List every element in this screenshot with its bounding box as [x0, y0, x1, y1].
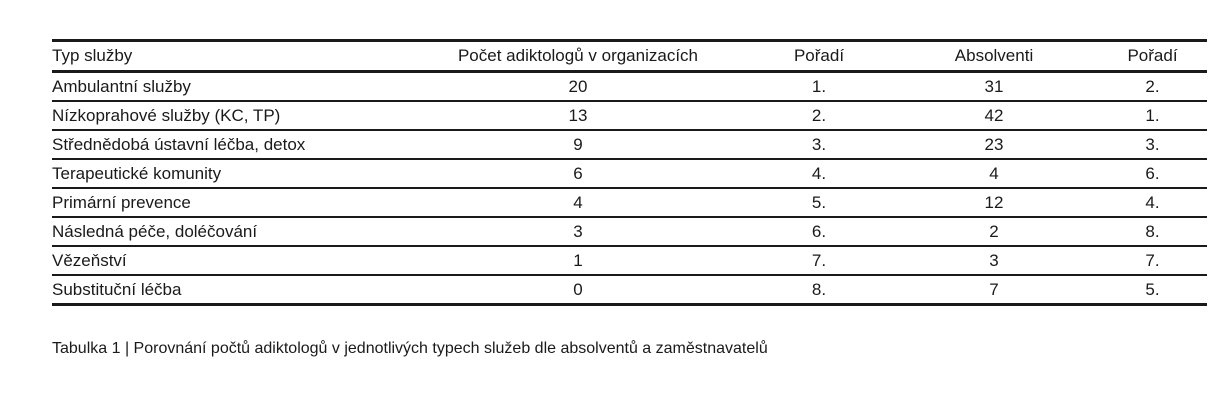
services-table: [52, 39, 1207, 306]
cell-service-type: Vězeňství: [52, 250, 127, 270]
cell-addictologists-count: 6: [573, 163, 583, 183]
cell-service-type: Nízkoprahové služby (KC, TP): [52, 105, 281, 125]
cell-addictologists-count: 1: [573, 250, 583, 270]
cell-rank-graduates: 3.: [1145, 134, 1160, 154]
cell-graduates: 23: [984, 134, 1004, 154]
table-header-row: [52, 41, 1207, 72]
cell-graduates: 4: [989, 163, 999, 183]
cell-graduates: 3: [989, 250, 999, 270]
cell-addictologists-count: 4: [573, 192, 583, 212]
cell-service-type: Následná péče, doléčování: [52, 221, 258, 241]
cell-service-type: Terapeutické komunity: [52, 163, 222, 183]
header-rank-graduates: Pořadí: [1127, 46, 1178, 65]
data-table-container: [52, 39, 1187, 306]
cell-service-type: Primární prevence: [52, 192, 191, 212]
cell-rank-organizations: 8.: [811, 279, 827, 299]
cell-graduates: 2: [989, 221, 999, 241]
cell-rank-graduates: 8.: [1145, 221, 1160, 241]
cell-addictologists-count: 9: [573, 134, 583, 154]
cell-service-type: Střednědobá ústavní léčba, detox: [52, 134, 306, 154]
table-row: [52, 246, 1207, 275]
table-row: [52, 130, 1207, 159]
header-graduates: Absolventi: [954, 46, 1034, 65]
cell-graduates: 12: [984, 192, 1004, 212]
cell-addictologists-count: 13: [568, 105, 588, 125]
cell-rank-organizations: 7.: [811, 250, 827, 270]
cell-rank-graduates: 5.: [1145, 279, 1160, 299]
cell-service-type: Ambulantní služby: [52, 76, 191, 96]
table-row: [52, 72, 1207, 102]
cell-rank-graduates: 7.: [1145, 250, 1160, 270]
cell-rank-graduates: 2.: [1145, 76, 1160, 96]
cell-rank-organizations: 4.: [811, 163, 827, 183]
table-row: [52, 217, 1207, 246]
cell-rank-graduates: 6.: [1145, 163, 1160, 183]
header-addictologists-count: Počet adiktologů v organizacích: [457, 46, 699, 65]
table-row: [52, 188, 1207, 217]
cell-rank-organizations: 1.: [811, 76, 827, 96]
cell-rank-organizations: 6.: [811, 221, 827, 241]
cell-graduates: 31: [984, 76, 1004, 96]
table-row: [52, 101, 1207, 130]
table-caption: Tabulka 1 | Porovnání počtů adiktologů v jednotlivých typech služeb dle absolventů a zaměstnavatelů: [52, 340, 768, 357]
table-row: [52, 275, 1207, 305]
header-service-type: Typ služby: [52, 46, 133, 65]
cell-rank-graduates: 1.: [1145, 105, 1160, 125]
cell-rank-organizations: 5.: [811, 192, 827, 212]
cell-addictologists-count: 20: [568, 76, 588, 96]
cell-graduates: 7: [989, 279, 999, 299]
cell-rank-organizations: 2.: [811, 105, 827, 125]
cell-addictologists-count: 3: [573, 221, 583, 241]
cell-addictologists-count: 0: [573, 279, 583, 299]
header-rank-organizations: Pořadí: [793, 46, 845, 65]
cell-rank-graduates: 4.: [1145, 192, 1160, 212]
cell-service-type: Substituční léčba: [52, 279, 182, 299]
cell-graduates: 42: [984, 105, 1004, 125]
table-row: [52, 159, 1207, 188]
cell-rank-organizations: 3.: [811, 134, 827, 154]
